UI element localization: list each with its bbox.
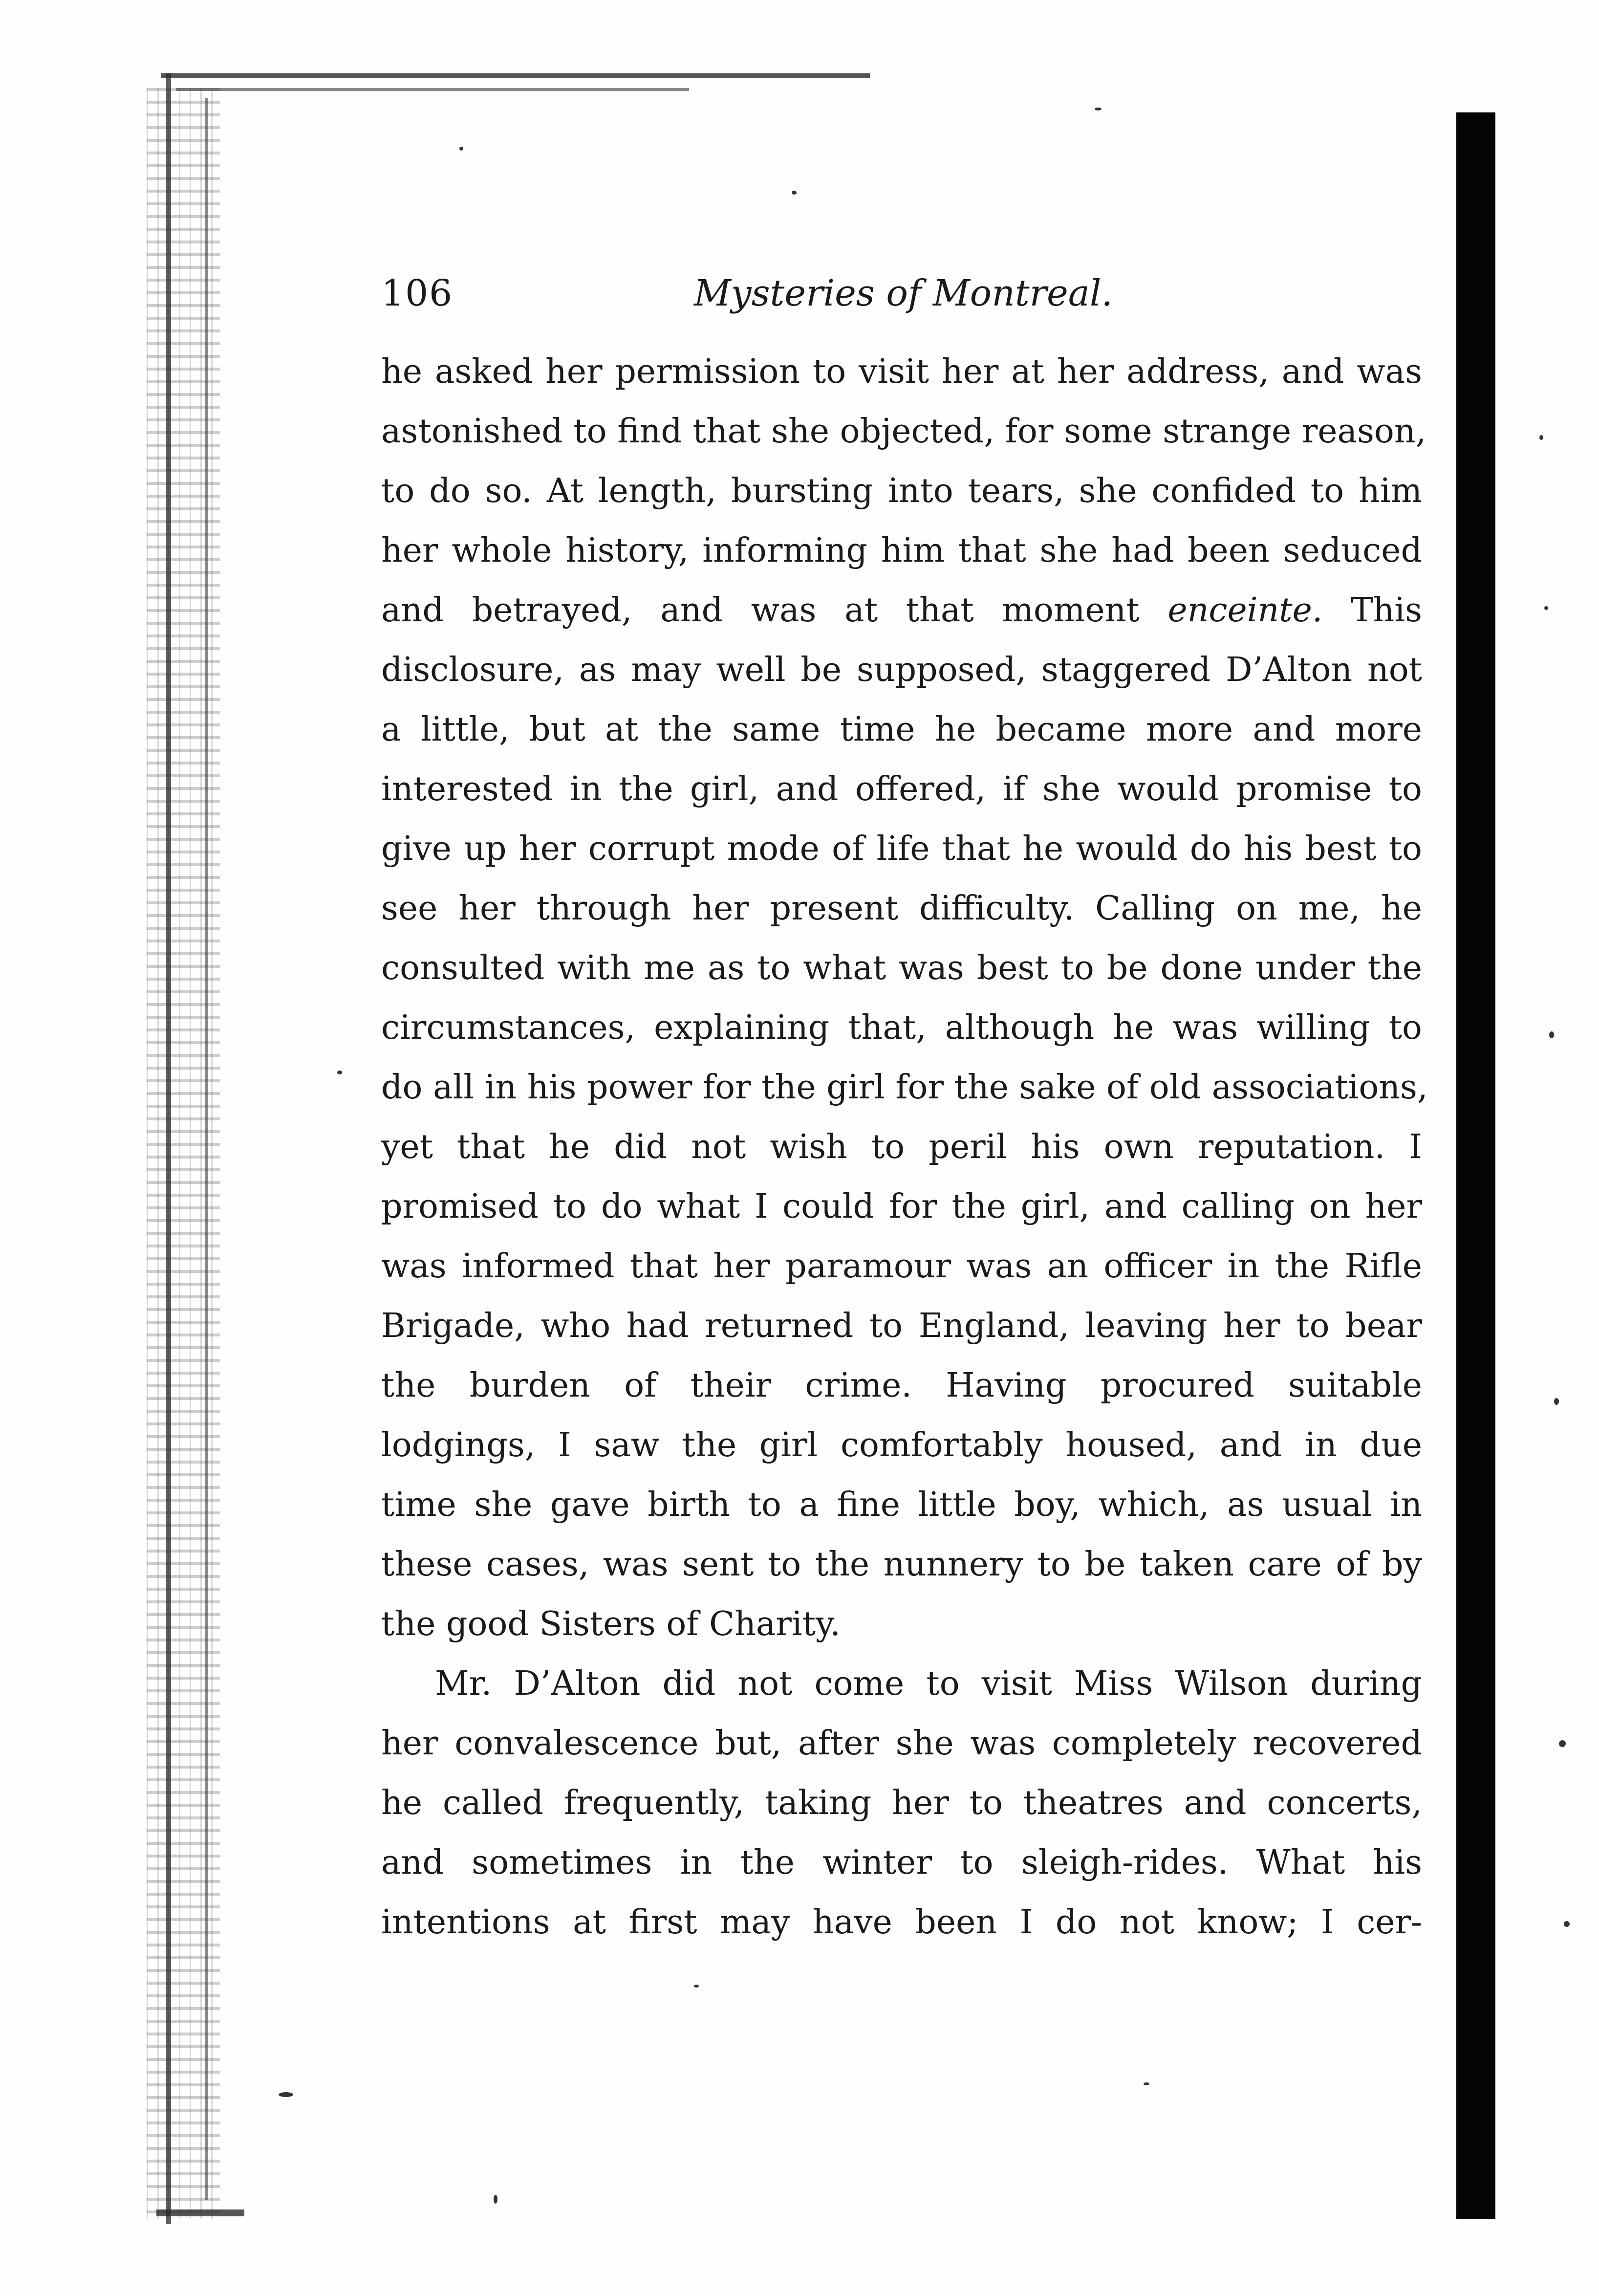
italic-word: enceinte. [1167, 591, 1323, 630]
paragraph-end-line: the good Sisters of Charity. [381, 1605, 841, 1643]
top-border-rule [161, 73, 870, 78]
text-line: consulted with me as to what was best to be done under the [381, 949, 1422, 987]
text-line: circumstances, explaining that, although he was willing to [381, 1008, 1422, 1047]
text-line: yet that he did not wish to peril his own reputation. I [381, 1128, 1422, 1166]
bottom-corner-rule [156, 2209, 244, 2216]
text-line: do all in his power for the girl for the sake of old associations, [381, 1068, 1428, 1107]
text-line: her convalescence but, after she was completely recovered [381, 1724, 1422, 1763]
text-line: lodgings, I saw the girl comfortably housed, and in due [381, 1426, 1422, 1465]
left-border-rule [166, 73, 171, 2224]
text-line-with-italic [381, 581, 1422, 640]
text-segment: This [1322, 591, 1422, 630]
text-line: disclosure, as may well be supposed, staggered D’Alton not [381, 651, 1422, 689]
text-line: was informed that her paramour was an officer in the Rifle [381, 1247, 1422, 1286]
text-line: these cases, was sent to the nunnery to be taken care of by [381, 1545, 1422, 1584]
text-line: he called frequently, taking her to theatres and concerts, [381, 1784, 1422, 1822]
text-line: to do so. At length, bursting into tears, she confided to him [381, 472, 1422, 510]
text-line: time she gave birth to a fine little boy, which, as usual in [381, 1486, 1422, 1524]
running-head [381, 266, 1329, 320]
top-border-rule-inner [176, 88, 689, 91]
text-line: interested in the girl, and offered, if she would promise to [381, 770, 1422, 809]
text-line: astonished to find that she objected, for some strange reason, [381, 412, 1426, 451]
text-line: Brigade, who had returned to England, leaving her to bear [381, 1307, 1422, 1345]
text-line: see her through her present difficulty. Calling on me, he [381, 889, 1422, 928]
binding-edge-artifact [147, 88, 220, 2219]
text-line: he asked her permission to visit her at her address, and was [381, 352, 1422, 391]
text-segment: and betrayed, and was at that moment [381, 591, 1168, 630]
page-number: 106 [381, 272, 454, 314]
paragraph-start-line: Mr. D’Alton did not come to visit Miss Wilson during [435, 1664, 1422, 1703]
running-title: Mysteries of Montreal. [694, 272, 1113, 314]
text-line: her whole history, informing him that she had been seduced [381, 531, 1422, 570]
left-border-rule-inner [205, 98, 208, 2200]
text-line: and sometimes in the winter to sleigh-rides. What his [381, 1843, 1422, 1882]
right-scan-shadow-bar [1456, 112, 1495, 2219]
text-line: promised to do what I could for the girl, and calling on her [381, 1187, 1422, 1226]
text-line: the burden of their crime. Having procured suitable [381, 1366, 1422, 1405]
text-line: intentions at first may have been I do not know; I cer- [381, 1903, 1422, 1942]
text-line: a little, but at the same time he became more and more [381, 710, 1422, 749]
body-text [381, 342, 1428, 1952]
text-line: give up her corrupt mode of life that he would do his best to [381, 830, 1422, 868]
